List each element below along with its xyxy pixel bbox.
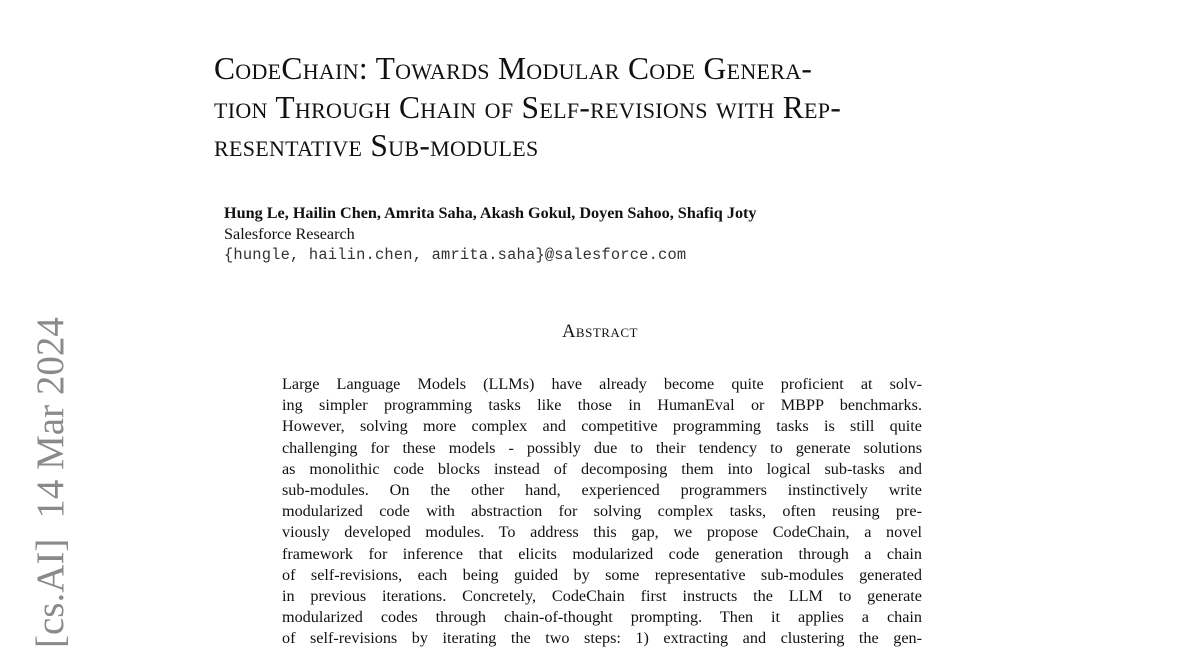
abstract-line: modularized code with abstraction for solving complex tasks, often reusing pre- xyxy=(282,502,922,521)
title-line: tion Through Chain of Self-revisions with Rep- xyxy=(214,89,842,125)
paper-title xyxy=(214,50,1014,166)
abstract-line: However, solving more complex and competitive programming tasks is still quite xyxy=(282,417,922,436)
author-names: Hung Le, Hailin Chen, Amrita Saha, Akash Gokul, Doyen Sahoo, Shafiq Joty xyxy=(224,204,757,222)
abstract-heading: Abstract xyxy=(562,322,638,342)
author-affiliation: Salesforce Research xyxy=(224,225,355,243)
author-email: {hungle, hailin.chen, amrita.saha}@salesforce.com xyxy=(224,246,687,264)
abstract-line: in previous iterations. Concretely, CodeChain first instructs the LLM to generate xyxy=(282,587,922,606)
title-line: resentative Sub-modules xyxy=(214,128,539,163)
abstract-line: viously developed modules. To address this gap, we propose CodeChain, a novel xyxy=(282,523,922,542)
abstract-line: of self-revisions by iterating the two steps: 1) extracting and clustering the gen- xyxy=(282,629,922,648)
arxiv-date: 14 Mar 2024 xyxy=(29,317,72,519)
abstract-line: sub-modules. On the other hand, experienced programmers instinctively write xyxy=(282,481,922,500)
abstract-line: as monolithic code blocks instead of decomposing them into logical sub-tasks and xyxy=(282,459,922,478)
title-line: CodeChain: Towards Modular Code Genera- xyxy=(214,51,813,86)
abstract-line: challenging for these models - possibly due to their tendency to generate solutions xyxy=(282,438,922,457)
author-block xyxy=(224,203,984,266)
arxiv-sidebar-stamp xyxy=(28,297,73,648)
abstract-line: framework for inference that elicits modularized code generation through a chain xyxy=(282,544,922,563)
abstract-line: of self-revisions, each being guided by some representative sub-modules generated xyxy=(282,565,922,584)
abstract-line: modularized codes through chain-of-thought prompting. Then it applies a chain xyxy=(282,608,922,627)
abstract-line: ing simpler programming tasks like those in HumanEval or MBPP benchmarks. xyxy=(282,396,922,415)
abstract-body xyxy=(282,374,922,650)
abstract-line: Large Language Models (LLMs) have already become quite proficient at solv- xyxy=(282,375,922,393)
arxiv-category: [cs.AI] xyxy=(29,538,72,648)
